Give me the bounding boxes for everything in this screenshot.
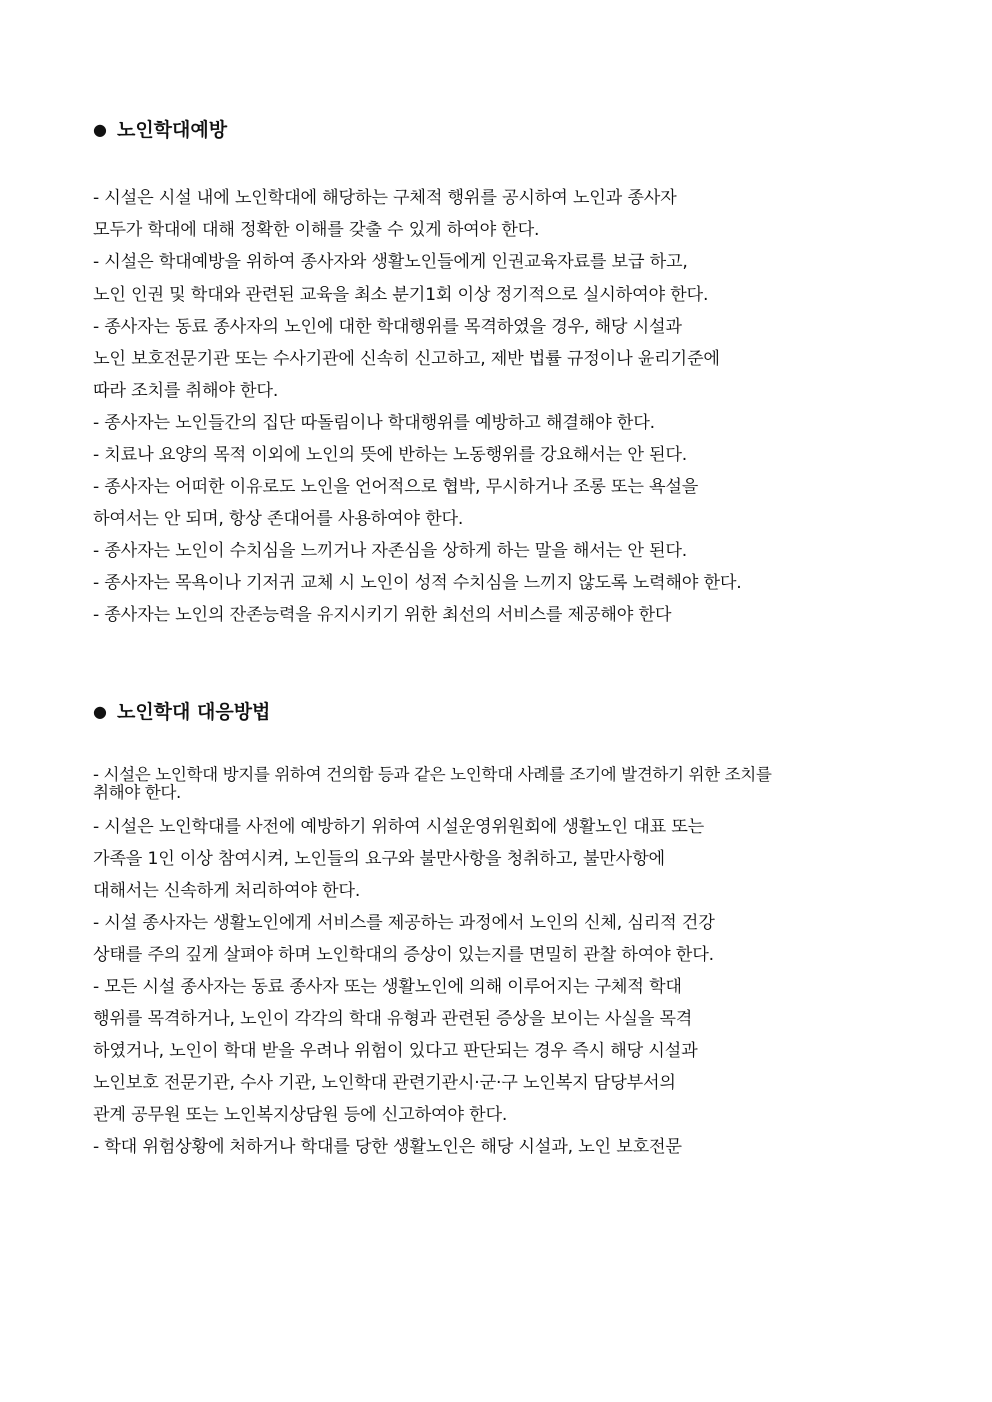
paragraph-line: 가족을 1인 이상 참여시켜, 노인들의 요구와 불만사항을 청취하고, 불만사항에 bbox=[93, 849, 665, 869]
paragraph-line: 노인 보호전문기관 또는 수사기관에 신속히 신고하고, 제반 법률 규정이나 윤리기준에 bbox=[93, 349, 720, 369]
paragraph-line: - 학대 위험상황에 처하거나 학대를 당한 생활노인은 해당 시설과, 노인 보호전문 bbox=[93, 1137, 682, 1157]
paragraph-line: 상태를 주의 깊게 살펴야 하며 노인학대의 증상이 있는지를 면밀히 관찰 하여야 한다. bbox=[93, 945, 714, 965]
paragraph-line: - 종사자는 목욕이나 기저귀 교체 시 노인이 성적 수치심을 느끼지 않도록 노력해야 한다. bbox=[93, 573, 742, 593]
paragraph-line: 모두가 학대에 대해 정확한 이해를 갖출 수 있게 하여야 한다. bbox=[93, 220, 540, 240]
paragraph-line: 관계 공무원 또는 노인복지상담원 등에 신고하여야 한다. bbox=[93, 1105, 508, 1125]
paragraph-line: - 종사자는 노인이 수치심을 느끼거나 자존심을 상하게 하는 말을 해서는 안 된다. bbox=[93, 541, 688, 561]
paragraph-line: - 종사자는 노인의 잔존능력을 유지시키기 위한 최선의 서비스를 제공해야 한다 bbox=[93, 605, 672, 625]
paragraph-line: 따라 조치를 취해야 한다. bbox=[93, 381, 279, 401]
paragraph-line: - 치료나 요양의 목적 이외에 노인의 뜻에 반하는 노동행위를 강요해서는 안 된다. bbox=[93, 445, 688, 465]
paragraph-line: 대해서는 신속하게 처리하여야 한다. bbox=[93, 881, 361, 901]
paragraph-line: - 모든 시설 종사자는 동료 종사자 또는 생활노인에 의해 이루어지는 구체적 학대 bbox=[93, 977, 682, 997]
paragraph-line: 하였거나, 노인이 학대 받을 우려나 위험이 있다고 판단되는 경우 즉시 해당 시설과 bbox=[93, 1041, 698, 1061]
bullet-icon: ● bbox=[93, 702, 107, 721]
paragraph-line: - 시설은 학대예방을 위하여 종사자와 생활노인들에게 인권교육자료를 보급 하고, bbox=[93, 252, 688, 272]
paragraph-line: 하여서는 안 되며, 항상 존대어를 사용하여야 한다. bbox=[93, 509, 464, 529]
paragraph-line: - 시설은 노인학대 방지를 위하여 건의함 등과 같은 노인학대 사례를 조기에 발견하기 위한 조치를 bbox=[93, 765, 772, 784]
paragraph-line: - 종사자는 동료 종사자의 노인에 대한 학대행위를 목격하였을 경우, 해당 시설과 bbox=[93, 317, 682, 337]
section-heading-abuse-response bbox=[93, 699, 270, 725]
section-title: 노인학대예방 bbox=[116, 119, 228, 141]
paragraph-line: - 종사자는 어떠한 이유로도 노인을 언어적으로 협박, 무시하거나 조롱 또는 욕설을 bbox=[93, 477, 699, 497]
paragraph-line: 노인보호 전문기관, 수사 기관, 노인학대 관련기관시·군·구 노인복지 담당부서의 bbox=[93, 1073, 676, 1093]
paragraph-line: 취해야 한다. bbox=[93, 783, 181, 802]
paragraph-line: 행위를 목격하거나, 노인이 각각의 학대 유형과 관련된 증상을 보이는 사실을 목격 bbox=[93, 1009, 693, 1029]
section-title: 노인학대 대응방법 bbox=[116, 701, 271, 723]
paragraph-line: - 시설은 시설 내에 노인학대에 해당하는 구체적 행위를 공시하여 노인과 종사자 bbox=[93, 188, 677, 208]
paragraph-line: - 시설은 노인학대를 사전에 예방하기 위하여 시설운영위원회에 생활노인 대표 또는 bbox=[93, 817, 705, 837]
bullet-icon: ● bbox=[93, 120, 107, 139]
paragraph-line: 노인 인권 및 학대와 관련된 교육을 최소 분기1회 이상 정기적으로 실시하여야 한다. bbox=[93, 285, 709, 305]
paragraph-line: - 시설 종사자는 생활노인에게 서비스를 제공하는 과정에서 노인의 신체, 심리적 건강 bbox=[93, 913, 715, 933]
paragraph-line: - 종사자는 노인들간의 집단 따돌림이나 학대행위를 예방하고 해결해야 한다. bbox=[93, 413, 655, 433]
section-heading-abuse-prevention bbox=[93, 117, 227, 143]
